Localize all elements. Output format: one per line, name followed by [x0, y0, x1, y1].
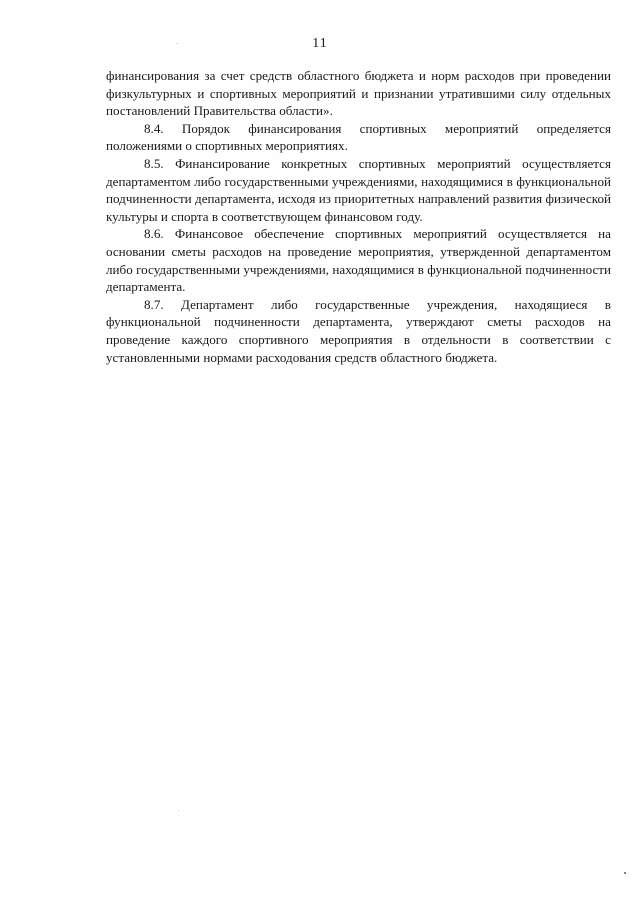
paragraph-8-7: 8.7. Департамент либо государственные учреждения, находящиеся в функциональной подчиненности департамента, утверждают сметы расходов на проведение каждого спортивного мероприятия в отдельности в соответствии с установленными нормами расходования средств областного бюджета.: [106, 296, 611, 365]
scan-speck: [624, 872, 626, 874]
scan-speck: [177, 43, 178, 44]
paragraph-8-5: 8.5. Финансирование конкретных спортивных мероприятий осуществляется департаментом либо государственными учреждениями, находящимися в функциональной подчиненности департамента, исходя из приоритетных направлений развития физической культуры и спорта в соответствующем финансовом году.: [106, 155, 611, 224]
paragraph-8-6: 8.6. Финансовое обеспечение спортивных мероприятий осуществляется на основании сметы расходов на проведение мероприятия, утвержденной департаментом либо государственными учреждениями, находящимися в функциональной подчиненности департамента.: [106, 226, 611, 295]
scan-speck: [178, 810, 179, 811]
document-body: [106, 67, 611, 366]
paragraph-continuation: финансирования за счет средств областного бюджета и норм расходов при проведении физкультурных и спортивных мероприятий и признании утратившими силу отдельных постановлений Правительства области».: [106, 68, 611, 119]
paragraph-8-4: 8.4. Порядок финансирования спортивных мероприятий определяется положениями о спортивных мероприятиях.: [106, 120, 611, 154]
page-number: 11: [312, 36, 328, 51]
